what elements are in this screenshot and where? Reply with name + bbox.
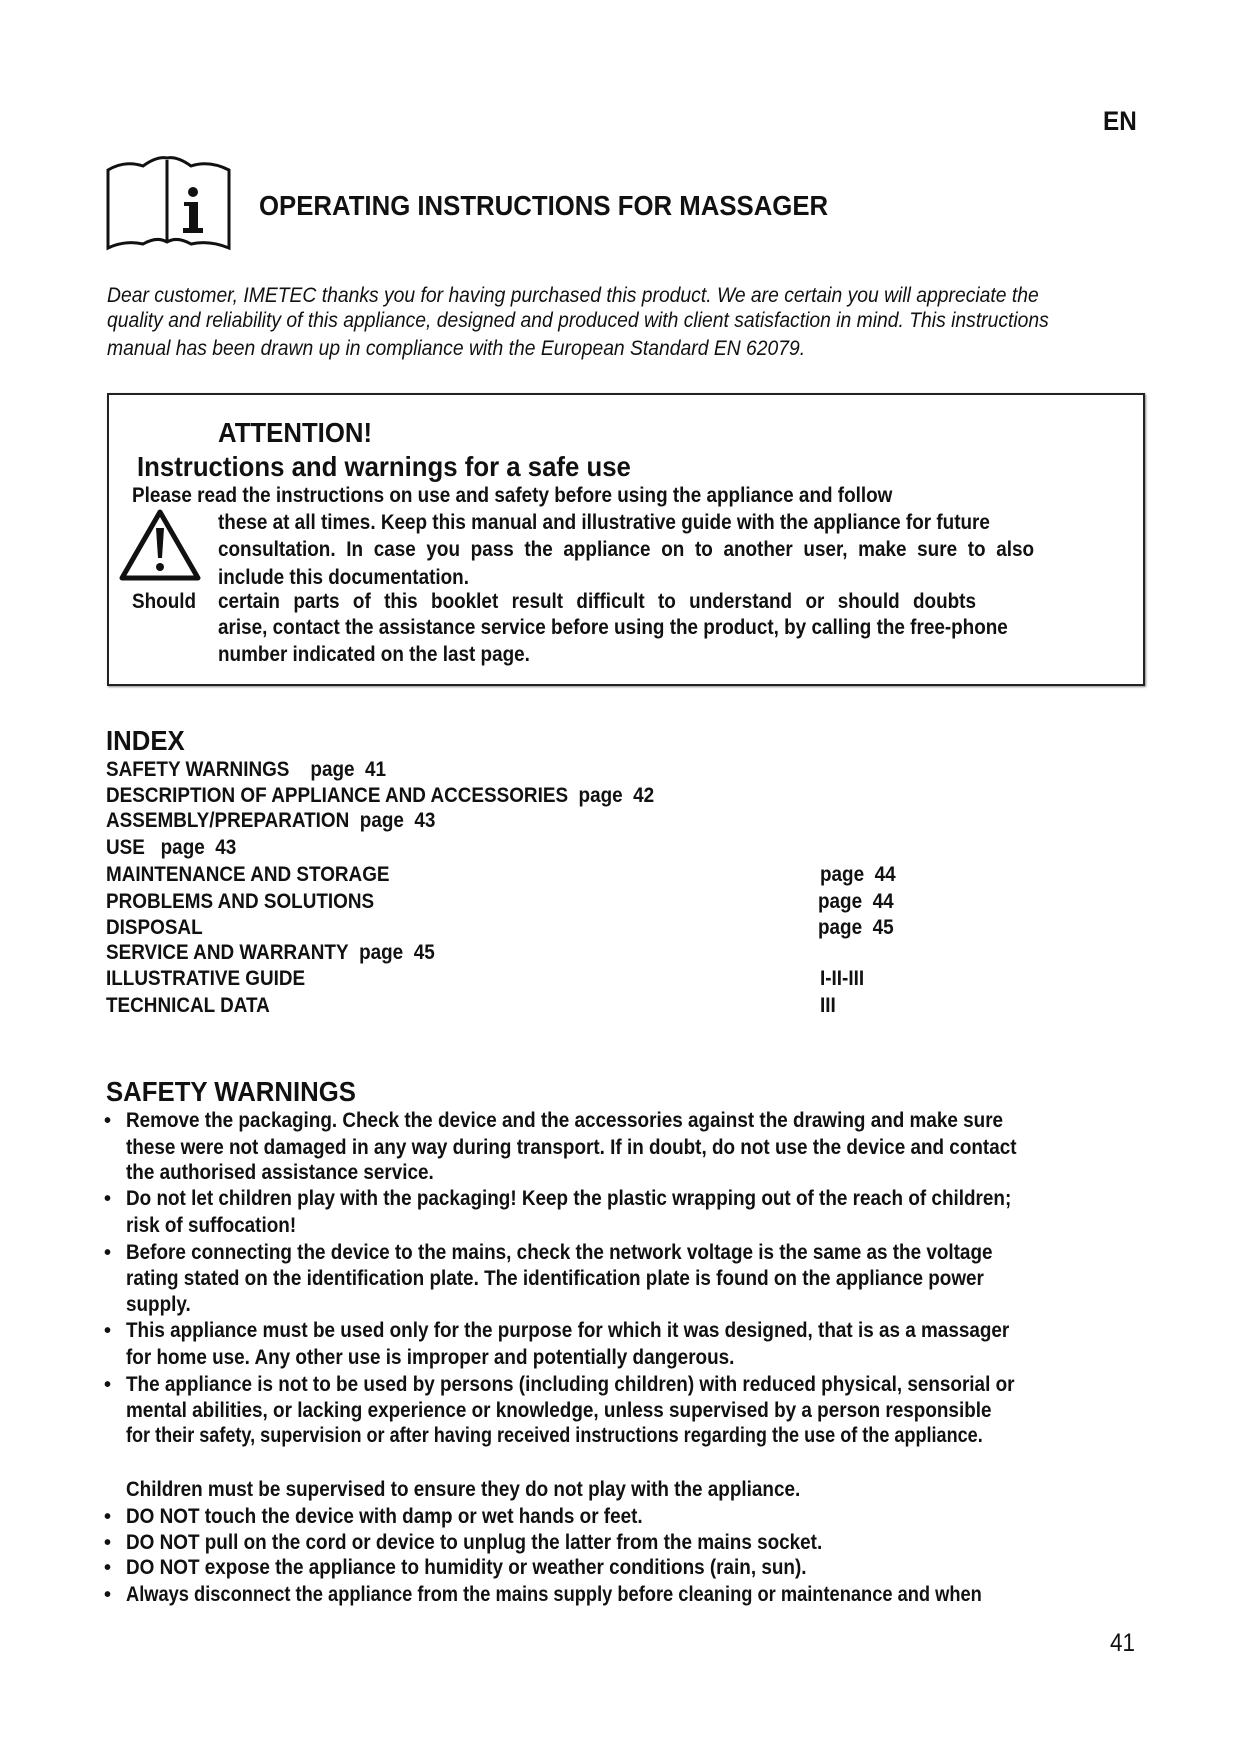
attention-subheading: Instructions and warnings for a safe use — [137, 451, 631, 482]
safety-line: The appliance is not to be used by persons (including children) with reduced physical, sensorial or — [126, 1373, 1015, 1396]
index-page: page 44 — [818, 890, 894, 913]
index-entry[interactable]: USE page 43 — [106, 836, 237, 859]
safety-line: for their safety, supervision or after having received instructions regarding the use of the appliance. — [126, 1424, 983, 1447]
safety-line: Children must be supervised to ensure they do not play with the appliance. — [126, 1478, 801, 1501]
index-entry[interactable]: DISPOSAL — [106, 916, 203, 939]
safety-line: DO NOT touch the device with damp or wet hands or feet. — [126, 1505, 643, 1528]
safety-line: risk of suffocation! — [126, 1214, 297, 1237]
safety-line: the authorised assistance service. — [126, 1161, 434, 1184]
safety-line: supply. — [126, 1293, 191, 1316]
attention-line: certain parts of this booklet result difficult to understand or should doubts — [218, 590, 976, 613]
safety-line: mental abilities, or lacking experience or knowledge, unless supervised by a person responsible — [126, 1399, 992, 1422]
page-number: 41 — [1110, 1629, 1136, 1657]
bullet-icon: • — [104, 1320, 112, 1342]
attention-heading: ATTENTION! — [218, 417, 373, 448]
safety-line: these were not damaged in any way during transport. If in doubt, do not use the device and contact — [126, 1136, 1017, 1159]
index-entry[interactable]: ASSEMBLY/PREPARATION page 43 — [106, 809, 436, 832]
language-badge: EN — [1103, 106, 1137, 136]
index-entry[interactable]: SAFETY WARNINGS page 41 — [106, 758, 387, 781]
index-heading: INDEX — [106, 725, 185, 756]
bullet-icon: • — [104, 1506, 112, 1528]
attention-line: Please read the instructions on use and safety before using the appliance and follow — [132, 484, 893, 507]
safety-line: DO NOT pull on the cord or device to unplug the latter from the mains socket. — [126, 1531, 823, 1554]
intro-line: quality and reliability of this appliance, designed and produced with client satisfaction in mind. This instructions — [107, 309, 1049, 332]
bullet-icon: • — [104, 1584, 112, 1606]
attention-line: number indicated on the last page. — [218, 643, 530, 666]
safety-heading: SAFETY WARNINGS — [106, 1076, 356, 1107]
warning-triangle-icon — [118, 508, 202, 582]
safety-line: Always disconnect the appliance from the mains supply before cleaning or maintenance and when — [126, 1583, 982, 1606]
attention-line: these at all times. Keep this manual and illustrative guide with the appliance for future — [218, 511, 990, 534]
safety-line: Do not let children play with the packaging! Keep the plastic wrapping out of the reach of children; — [126, 1187, 1012, 1210]
index-entry[interactable]: TECHNICAL DATA — [106, 994, 270, 1017]
bullet-icon: • — [104, 1374, 112, 1396]
index-page: page 44 — [820, 863, 896, 886]
attention-line: consultation. In case you pass the appliance on to another user, make sure to also — [218, 538, 1035, 561]
attention-line: include this documentation. — [218, 566, 469, 589]
safety-line: This appliance must be used only for the purpose for which it was designed, that is as a massager — [126, 1319, 1010, 1342]
bullet-icon: • — [104, 1557, 112, 1579]
safety-line: Remove the packaging. Check the device and the accessories against the drawing and make sure — [126, 1109, 1004, 1132]
attention-line: Should — [132, 590, 197, 613]
safety-line: DO NOT expose the appliance to humidity or weather conditions (rain, sun). — [126, 1556, 807, 1579]
bullet-icon: • — [104, 1110, 112, 1132]
intro-line: manual has been drawn up in compliance with the European Standard EN 62079. — [107, 337, 806, 360]
index-entry[interactable]: SERVICE AND WARRANTY page 45 — [106, 941, 435, 964]
index-page: III — [820, 994, 836, 1017]
safety-line: rating stated on the identification plate. The identification plate is found on the appliance power — [126, 1267, 984, 1290]
index-entry[interactable]: PROBLEMS AND SOLUTIONS — [106, 890, 375, 913]
intro-line: Dear customer, IMETEC thanks you for having purchased this product. We are certain you will appreciate the — [107, 284, 1039, 307]
index-page: I-II-III — [820, 967, 865, 990]
index-entry[interactable]: ILLUSTRATIVE GUIDE — [106, 967, 306, 990]
bullet-icon: • — [104, 1242, 112, 1264]
safety-line: Before connecting the device to the mains, check the network voltage is the same as the voltage — [126, 1241, 993, 1264]
index-entry[interactable]: DESCRIPTION OF APPLIANCE AND ACCESSORIES page 42 — [106, 784, 655, 807]
bullet-icon: • — [104, 1532, 112, 1554]
info-manual-icon — [105, 156, 233, 252]
index-page: page 45 — [818, 916, 894, 939]
page-title: OPERATING INSTRUCTIONS FOR MASSAGER — [259, 190, 829, 221]
index-entry[interactable]: MAINTENANCE AND STORAGE — [106, 863, 390, 886]
safety-line: for home use. Any other use is improper and potentially dangerous. — [126, 1346, 735, 1369]
bullet-icon: • — [104, 1188, 112, 1210]
attention-line: arise, contact the assistance service before using the product, by calling the free-phone — [218, 616, 1008, 639]
